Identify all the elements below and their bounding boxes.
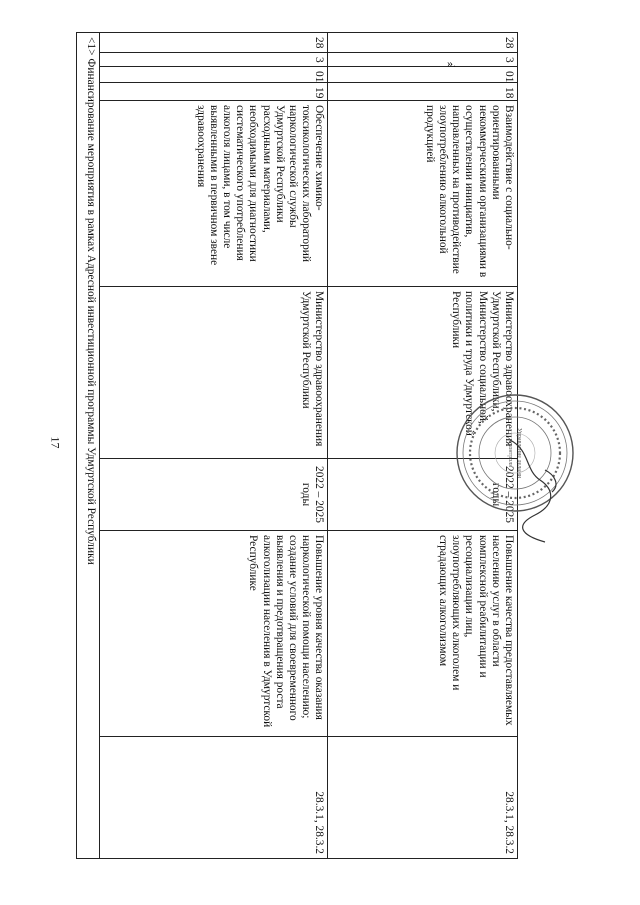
code-cell: 28 (328, 33, 518, 53)
refs-cell: 28.3.1, 28.3.2 (328, 737, 518, 859)
svg-text:Управление делами: Управление делами (516, 428, 522, 478)
closing-quote: ». (447, 56, 456, 70)
code-cell: 18 (328, 83, 518, 101)
code-cell: 3 (328, 53, 518, 67)
footnote: <1> Финансирование мероприятия в рамках Адресной инвестиционной программы Удмуртской Республики (77, 33, 100, 859)
code-cell: 3 (100, 53, 328, 67)
code-cell: 28 (100, 33, 328, 53)
years-cell: 2022 – 2025 годы (328, 459, 518, 531)
svg-text:и контроля: и контроля (507, 439, 513, 467)
years-cell: 2022 – 2025 годы (100, 459, 328, 531)
code-cell: 01 (100, 67, 328, 83)
event-cell: Обеспечение химико-токсикологических лабораторий наркологической службы Удмуртской Республики расходными материалами, необходимыми для диагностики систематического употребления алкоголя лицами, в том числе выявленными в первичном звене здравоохранения (100, 101, 328, 287)
code-cell: 19 (100, 83, 328, 101)
result-cell: Повышение качества предоставляемых населению услуг в области комплексной реабилитации и ресоциализации лиц, злоупотребляющих алкоголем и страдающих алкоголизмом (328, 531, 518, 737)
event-cell: Взаимодействие с социально-ориентированными некоммерческими организациями в осуществлении инициатив, направленных на противодействие злоупотреблению алкогольной продукцией (328, 101, 518, 287)
footnote-row (77, 33, 100, 859)
executor-cell: Министерство здравоохранения Удмуртской Республики (100, 287, 328, 459)
table-row (100, 33, 328, 859)
handwritten-signature (500, 430, 580, 550)
code-cell: 01 (328, 67, 518, 83)
refs-cell: 28.3.1, 28.3.2 (100, 737, 328, 859)
executor-cell: Министерство здравоохранения Удмуртской Республики, Министерство социальной, политики и труда Удмуртской Республики (328, 287, 518, 459)
result-cell: Повышение уровня качества оказания наркологической помощи населению; создание условий для своевременного выявления и предотвращения роста алкоголизации населения в Удмуртской Республике (100, 531, 328, 737)
page-number: 17 (48, 436, 63, 449)
